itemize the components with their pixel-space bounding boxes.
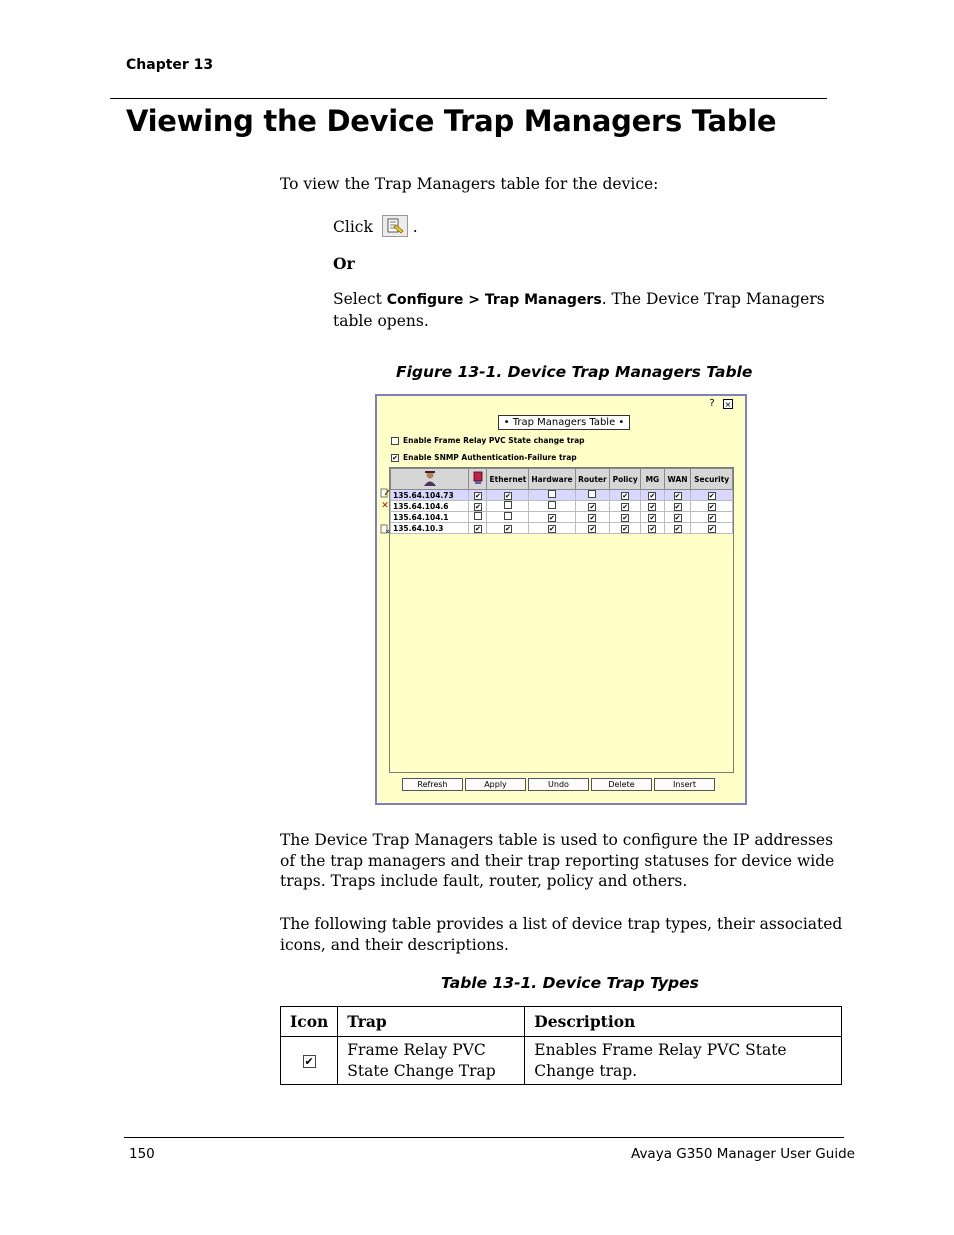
checkbox-checked[interactable]: ✔ bbox=[674, 513, 681, 522]
header-divider bbox=[110, 98, 827, 99]
apply-button[interactable]: Apply bbox=[465, 778, 526, 791]
trap-flag-cell bbox=[529, 523, 575, 534]
checkbox-checked[interactable]: ✔ bbox=[549, 513, 555, 522]
trap-flag-cell bbox=[691, 512, 733, 523]
checkbox-checked[interactable]: ✔ bbox=[708, 502, 715, 511]
select-prefix: Select bbox=[333, 290, 387, 308]
trap-flag-cell bbox=[487, 501, 529, 512]
checkbox-unchecked[interactable] bbox=[504, 501, 512, 509]
checkbox-checked[interactable]: ✔ bbox=[622, 502, 629, 511]
icon-cell bbox=[281, 1037, 338, 1085]
trap-flag-cell bbox=[610, 490, 641, 501]
trap-cell: Frame Relay PVC State Change Trap bbox=[338, 1037, 525, 1085]
checkbox-unchecked[interactable] bbox=[504, 512, 512, 520]
checkbox-checked[interactable]: ✔ bbox=[674, 502, 681, 511]
chapter-label: Chapter 13 bbox=[126, 57, 214, 73]
trap-flag-cell bbox=[575, 501, 610, 512]
table-row[interactable] bbox=[391, 501, 733, 512]
column-header-policy[interactable]: Policy bbox=[610, 469, 641, 490]
checkbox-checked[interactable]: ✔ bbox=[674, 491, 681, 500]
trap-flag-cell bbox=[469, 523, 487, 534]
trap-flag-cell bbox=[641, 490, 665, 501]
help-icon[interactable]: ? bbox=[709, 398, 715, 409]
trap-managers-table bbox=[390, 468, 733, 534]
trap-flag-cell bbox=[610, 523, 641, 534]
intro-text: To view the Trap Managers table for the device: bbox=[280, 175, 659, 193]
trap-managers-toolbar-icon[interactable] bbox=[382, 215, 408, 237]
window-controls bbox=[707, 399, 733, 409]
column-header-router[interactable]: Router bbox=[575, 469, 610, 490]
figure-caption: Figure 13-1. Device Trap Managers Table bbox=[396, 363, 753, 381]
checkbox-unchecked[interactable] bbox=[548, 490, 556, 498]
trap-flag-cell bbox=[469, 501, 487, 512]
trap-flag-cell bbox=[575, 490, 610, 501]
trap-flag-cell bbox=[487, 490, 529, 501]
trap-flag-cell bbox=[664, 501, 691, 512]
trap-flag-cell bbox=[610, 512, 641, 523]
trap-flag-cell bbox=[529, 501, 575, 512]
menu-path: Configure > Trap Managers bbox=[386, 292, 602, 308]
trap-device-icon bbox=[473, 471, 483, 485]
column-header-ethernet[interactable]: Ethernet bbox=[487, 469, 529, 490]
column-header-security[interactable]: Security bbox=[691, 469, 733, 490]
trap-flag-cell bbox=[641, 512, 665, 523]
description-paragraph-2: The following table provides a list of device trap types, their associated icons, and their descriptions. bbox=[280, 915, 843, 954]
trap-flag-cell bbox=[664, 490, 691, 501]
snmp-auth-checkbox-label: Enable SNMP Authentication-Failure trap bbox=[403, 453, 577, 462]
checkbox-checked[interactable]: ✔ bbox=[622, 513, 629, 522]
checkbox-unchecked[interactable] bbox=[474, 512, 482, 520]
insert-button[interactable]: Insert bbox=[654, 778, 715, 791]
trap-flag-cell bbox=[469, 490, 487, 501]
checkbox-checked[interactable]: ✔ bbox=[549, 524, 555, 533]
undo-button[interactable]: Undo bbox=[528, 778, 589, 791]
description-cell: Enables Frame Relay PVC State Change trap. bbox=[525, 1037, 842, 1085]
close-icon[interactable]: × bbox=[724, 400, 732, 409]
checkbox-checked[interactable]: ✔ bbox=[474, 524, 481, 533]
trap-flag-cell bbox=[575, 512, 610, 523]
frame-relay-checkbox[interactable] bbox=[391, 437, 399, 445]
header-icon: Icon bbox=[281, 1007, 338, 1037]
window-button-bar bbox=[402, 778, 717, 791]
trap-icon-column-header[interactable] bbox=[469, 469, 487, 490]
trap-flag-cell bbox=[641, 523, 665, 534]
table-header-row bbox=[281, 1007, 842, 1037]
checkbox-checked[interactable]: ✔ bbox=[589, 502, 596, 511]
table-caption: Table 13-1. Device Trap Types bbox=[441, 974, 699, 992]
snmp-auth-checkbox[interactable]: ✔ bbox=[392, 453, 398, 462]
click-instruction bbox=[333, 217, 418, 239]
trap-flag-cell bbox=[487, 512, 529, 523]
checkbox-checked[interactable]: ✔ bbox=[674, 524, 681, 533]
trap-flag-cell bbox=[575, 523, 610, 534]
table-header-row bbox=[391, 469, 733, 490]
trap-flag-cell bbox=[691, 523, 733, 534]
description-paragraph-1: The Device Trap Managers table is used to configure the IP addresses of the trap managers and their trap reporting statuses for device wide traps. Traps include fault, router, policy and others. bbox=[280, 831, 835, 890]
column-header-hardware[interactable]: Hardware bbox=[529, 469, 575, 490]
manager-ip-cell[interactable]: 135.64.104.6 bbox=[391, 501, 469, 512]
checkbox-checked[interactable]: ✔ bbox=[474, 502, 481, 511]
trap-flag-cell bbox=[664, 512, 691, 523]
checkbox-checked[interactable]: ✔ bbox=[649, 502, 656, 511]
checkbox-checked[interactable]: ✔ bbox=[649, 513, 656, 522]
manager-ip-cell[interactable]: 135.64.104.73 bbox=[391, 490, 469, 501]
trap-flag-cell bbox=[469, 512, 487, 523]
footer-divider bbox=[124, 1137, 844, 1138]
trap-flag-cell bbox=[487, 523, 529, 534]
header-description: Description bbox=[525, 1007, 842, 1037]
trap-flag-cell bbox=[529, 512, 575, 523]
click-label: Click bbox=[333, 218, 373, 236]
click-period: . bbox=[412, 218, 418, 236]
column-header-wan[interactable]: WAN bbox=[664, 469, 691, 490]
checkbox-checked-icon: ✔ bbox=[304, 1055, 314, 1069]
checkbox-checked[interactable]: ✔ bbox=[622, 491, 629, 500]
trap-managers-grid bbox=[389, 467, 734, 773]
edit-icon bbox=[379, 488, 391, 500]
select-instruction bbox=[333, 289, 843, 331]
checkbox-checked[interactable]: ✔ bbox=[589, 524, 596, 533]
trap-flag-cell bbox=[664, 523, 691, 534]
section-title: Viewing the Device Trap Managers Table bbox=[126, 104, 777, 138]
delete-button[interactable]: Delete bbox=[591, 778, 652, 791]
table-row[interactable] bbox=[391, 512, 733, 523]
manager-ip-cell[interactable]: 135.64.10.3 bbox=[391, 523, 469, 534]
table-row[interactable] bbox=[391, 523, 733, 534]
checkbox-checked[interactable]: ✔ bbox=[708, 513, 715, 522]
manager-column-header[interactable] bbox=[391, 469, 469, 490]
trap-flag-cell bbox=[529, 490, 575, 501]
checkbox-checked[interactable]: ✔ bbox=[474, 491, 481, 500]
delete-icon: ✕ bbox=[381, 501, 389, 511]
or-label: Or bbox=[333, 254, 355, 273]
page-number: 150 bbox=[129, 1146, 155, 1162]
table-row[interactable] bbox=[391, 490, 733, 501]
view-dropdown[interactable]: • Trap Managers Table • bbox=[498, 415, 630, 430]
checkbox-checked[interactable]: ✔ bbox=[649, 524, 656, 533]
empty-row-icon bbox=[379, 512, 391, 524]
snmp-auth-checkbox-row[interactable] bbox=[391, 453, 577, 462]
table-row bbox=[281, 1037, 842, 1085]
column-header-mg[interactable]: MG bbox=[641, 469, 665, 490]
guide-title: Avaya G350 Manager User Guide bbox=[631, 1146, 855, 1162]
trap-flag-cell bbox=[610, 501, 641, 512]
checkbox-checked[interactable]: ✔ bbox=[504, 524, 511, 533]
trap-flag-cell bbox=[641, 501, 665, 512]
frame-relay-checkbox-label: Enable Frame Relay PVC State change trap bbox=[403, 436, 585, 445]
checkbox-checked[interactable]: ✔ bbox=[708, 524, 715, 533]
checkbox-checked[interactable]: ✔ bbox=[649, 491, 656, 500]
select-suffix: . The Device Trap Managers table opens. bbox=[333, 290, 825, 330]
manager-icon bbox=[421, 469, 439, 487]
insert-icon bbox=[379, 524, 391, 536]
checkbox-unchecked[interactable] bbox=[548, 501, 556, 509]
header-trap: Trap bbox=[338, 1007, 525, 1037]
trap-managers-window bbox=[375, 394, 747, 805]
checkbox-unchecked[interactable] bbox=[588, 490, 596, 498]
manager-ip-cell[interactable]: 135.64.104.1 bbox=[391, 512, 469, 523]
refresh-button[interactable]: Refresh bbox=[402, 778, 463, 791]
checkbox-checked[interactable]: ✔ bbox=[589, 513, 596, 522]
checkbox-checked[interactable]: ✔ bbox=[622, 524, 629, 533]
device-trap-types-table bbox=[280, 1006, 842, 1085]
trap-flag-cell bbox=[691, 490, 733, 501]
frame-relay-checkbox-row[interactable] bbox=[391, 436, 585, 445]
checkbox-checked[interactable]: ✔ bbox=[708, 491, 715, 500]
checkbox-checked[interactable]: ✔ bbox=[504, 491, 511, 500]
trap-flag-cell bbox=[691, 501, 733, 512]
row-status-icons bbox=[379, 488, 391, 536]
